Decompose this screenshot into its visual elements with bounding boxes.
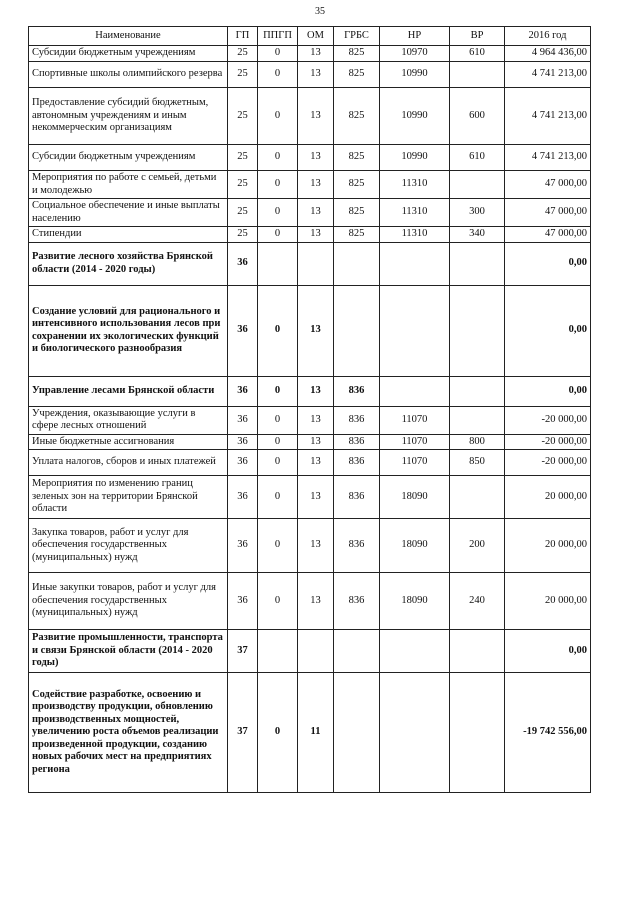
cell-gp: 36: [228, 242, 258, 285]
cell-name: Субсидии бюджетным учреждениям: [29, 145, 228, 171]
cell-vr: [450, 171, 505, 199]
cell-nr: 11070: [380, 450, 450, 476]
table-row: [29, 285, 591, 376]
cell-vr: 200: [450, 519, 505, 573]
cell-vr: 240: [450, 573, 505, 630]
table-row: [29, 434, 591, 450]
cell-ppgp: 0: [258, 88, 298, 145]
table-row: [29, 145, 591, 171]
cell-name: Мероприятия по работе с семьей, детьми и молодежью: [29, 171, 228, 199]
cell-nr: 18090: [380, 519, 450, 573]
cell-amount: 20 000,00: [505, 573, 591, 630]
cell-name: Предоставление субсидий бюджетным, автономным учреждениям и иным некоммерческим организациям: [29, 88, 228, 145]
cell-gp: 37: [228, 630, 258, 673]
cell-ppgp: 0: [258, 434, 298, 450]
table-row: [29, 62, 591, 88]
cell-vr: [450, 62, 505, 88]
cell-vr: [450, 285, 505, 376]
cell-om: 13: [298, 476, 334, 519]
cell-grbs: 836: [334, 434, 380, 450]
cell-ppgp: 0: [258, 46, 298, 62]
cell-grbs: 836: [334, 406, 380, 434]
cell-grbs: [334, 285, 380, 376]
cell-om: [298, 630, 334, 673]
cell-name: Субсидии бюджетным учреждениям: [29, 46, 228, 62]
cell-vr: [450, 673, 505, 793]
cell-gp: 36: [228, 519, 258, 573]
cell-om: 13: [298, 450, 334, 476]
cell-name: Мероприятия по изменению границ зеленых зон на территории Брянской области: [29, 476, 228, 519]
header-ppgp: ППГП: [258, 27, 298, 46]
cell-nr: 10990: [380, 145, 450, 171]
table-row: [29, 519, 591, 573]
cell-amount: 47 000,00: [505, 171, 591, 199]
cell-vr: [450, 406, 505, 434]
cell-amount: 4 741 213,00: [505, 145, 591, 171]
cell-om: 11: [298, 673, 334, 793]
table-row: [29, 199, 591, 227]
cell-ppgp: [258, 630, 298, 673]
cell-amount: -19 742 556,00: [505, 673, 591, 793]
cell-gp: 36: [228, 434, 258, 450]
cell-om: 13: [298, 88, 334, 145]
cell-nr: 11070: [380, 406, 450, 434]
cell-om: 13: [298, 46, 334, 62]
cell-om: 13: [298, 573, 334, 630]
cell-om: 13: [298, 434, 334, 450]
cell-om: 13: [298, 285, 334, 376]
cell-ppgp: [258, 242, 298, 285]
cell-amount: 47 000,00: [505, 199, 591, 227]
cell-grbs: [334, 630, 380, 673]
cell-amount: 47 000,00: [505, 227, 591, 243]
header-nr: НР: [380, 27, 450, 46]
cell-nr: [380, 242, 450, 285]
cell-name: Стипендии: [29, 227, 228, 243]
cell-name: Иные закупки товаров, работ и услуг для обеспечения государственных (муниципальных) нужд: [29, 573, 228, 630]
cell-vr: 610: [450, 145, 505, 171]
cell-vr: [450, 476, 505, 519]
cell-ppgp: 0: [258, 62, 298, 88]
cell-ppgp: 0: [258, 227, 298, 243]
cell-gp: 25: [228, 227, 258, 243]
cell-nr: [380, 376, 450, 406]
cell-amount: 4 741 213,00: [505, 88, 591, 145]
cell-name: Развитие лесного хозяйства Брянской области (2014 - 2020 годы): [29, 242, 228, 285]
table-row: [29, 406, 591, 434]
cell-vr: 800: [450, 434, 505, 450]
cell-grbs: 836: [334, 376, 380, 406]
cell-vr: 340: [450, 227, 505, 243]
cell-gp: 25: [228, 62, 258, 88]
table-row: [29, 476, 591, 519]
cell-om: 13: [298, 62, 334, 88]
cell-grbs: 825: [334, 199, 380, 227]
cell-om: 13: [298, 199, 334, 227]
table-row: [29, 573, 591, 630]
cell-gp: 37: [228, 673, 258, 793]
cell-gp: 25: [228, 199, 258, 227]
cell-name: Социальное обеспечение и иные выплаты населению: [29, 199, 228, 227]
cell-grbs: [334, 242, 380, 285]
cell-amount: 4 741 213,00: [505, 62, 591, 88]
cell-grbs: 825: [334, 171, 380, 199]
cell-om: 13: [298, 145, 334, 171]
cell-gp: 36: [228, 476, 258, 519]
cell-grbs: 825: [334, 145, 380, 171]
cell-name: Иные бюджетные ассигнования: [29, 434, 228, 450]
cell-gp: 25: [228, 145, 258, 171]
cell-nr: 11310: [380, 199, 450, 227]
cell-nr: 11310: [380, 227, 450, 243]
cell-gp: 36: [228, 450, 258, 476]
cell-nr: [380, 285, 450, 376]
cell-amount: 4 964 436,00: [505, 46, 591, 62]
cell-gp: 36: [228, 376, 258, 406]
cell-amount: 20 000,00: [505, 519, 591, 573]
cell-nr: 11310: [380, 171, 450, 199]
cell-om: 13: [298, 519, 334, 573]
cell-om: 13: [298, 227, 334, 243]
cell-vr: 610: [450, 46, 505, 62]
cell-om: [298, 242, 334, 285]
table-row: [29, 88, 591, 145]
cell-nr: 10970: [380, 46, 450, 62]
cell-amount: 0,00: [505, 285, 591, 376]
cell-name: Развитие промышленности, транспорта и связи Брянской области (2014 - 2020 годы): [29, 630, 228, 673]
cell-vr: 300: [450, 199, 505, 227]
cell-nr: 10990: [380, 88, 450, 145]
cell-grbs: 825: [334, 62, 380, 88]
cell-ppgp: 0: [258, 376, 298, 406]
header-year: 2016 год: [505, 27, 591, 46]
cell-ppgp: 0: [258, 573, 298, 630]
cell-name: Учреждения, оказывающие услуги в сфере лесных отношений: [29, 406, 228, 434]
cell-nr: 18090: [380, 476, 450, 519]
page-number: 35: [315, 6, 325, 17]
cell-vr: [450, 376, 505, 406]
cell-gp: 25: [228, 88, 258, 145]
cell-om: 13: [298, 171, 334, 199]
cell-amount: -20 000,00: [505, 434, 591, 450]
header-vr: ВР: [450, 27, 505, 46]
cell-ppgp: 0: [258, 519, 298, 573]
cell-name: Закупка товаров, работ и услуг для обеспечения государственных (муниципальных) нужд: [29, 519, 228, 573]
cell-ppgp: 0: [258, 145, 298, 171]
cell-ppgp: 0: [258, 285, 298, 376]
header-om: ОМ: [298, 27, 334, 46]
cell-ppgp: 0: [258, 476, 298, 519]
cell-nr: 11070: [380, 434, 450, 450]
header-grbs: ГРБС: [334, 27, 380, 46]
table-row: [29, 227, 591, 243]
cell-gp: 36: [228, 406, 258, 434]
cell-grbs: [334, 673, 380, 793]
table-row: [29, 630, 591, 673]
cell-vr: 600: [450, 88, 505, 145]
table-row: [29, 450, 591, 476]
cell-amount: 0,00: [505, 376, 591, 406]
table-row: [29, 673, 591, 793]
cell-nr: 18090: [380, 573, 450, 630]
table-row: [29, 46, 591, 62]
cell-gp: 25: [228, 46, 258, 62]
cell-ppgp: 0: [258, 199, 298, 227]
cell-om: 13: [298, 406, 334, 434]
cell-name: Спортивные школы олимпийского резерва: [29, 62, 228, 88]
header-gp: ГП: [228, 27, 258, 46]
cell-name: Уплата налогов, сборов и иных платежей: [29, 450, 228, 476]
cell-name: Содействие разработке, освоению и производству продукции, обновлению производственных мощностей, увеличению роста объемов реализации произведенной продукции, созданию новых рабочих мест на предприятиях региона: [29, 673, 228, 793]
cell-ppgp: 0: [258, 171, 298, 199]
cell-grbs: 836: [334, 519, 380, 573]
cell-name: Управление лесами Брянской области: [29, 376, 228, 406]
table-header-row: [29, 27, 591, 46]
cell-nr: [380, 630, 450, 673]
cell-grbs: 836: [334, 450, 380, 476]
cell-nr: [380, 673, 450, 793]
budget-table: [28, 26, 591, 793]
cell-gp: 36: [228, 285, 258, 376]
cell-gp: 25: [228, 171, 258, 199]
header-name: Наименование: [29, 27, 228, 46]
cell-ppgp: 0: [258, 673, 298, 793]
cell-vr: 850: [450, 450, 505, 476]
table-row: [29, 171, 591, 199]
cell-gp: 36: [228, 573, 258, 630]
cell-grbs: 836: [334, 476, 380, 519]
cell-vr: [450, 630, 505, 673]
cell-ppgp: 0: [258, 406, 298, 434]
cell-ppgp: 0: [258, 450, 298, 476]
cell-grbs: 825: [334, 227, 380, 243]
cell-grbs: 825: [334, 46, 380, 62]
table-body: [29, 46, 591, 793]
cell-amount: 0,00: [505, 242, 591, 285]
cell-amount: -20 000,00: [505, 450, 591, 476]
cell-grbs: 836: [334, 573, 380, 630]
cell-nr: 10990: [380, 62, 450, 88]
table-row: [29, 376, 591, 406]
cell-amount: -20 000,00: [505, 406, 591, 434]
cell-name: Создание условий для рационального и интенсивного использования лесов при сохранении их экологических функций и биологического разнообразия: [29, 285, 228, 376]
cell-amount: 20 000,00: [505, 476, 591, 519]
cell-amount: 0,00: [505, 630, 591, 673]
table-row: [29, 242, 591, 285]
cell-grbs: 825: [334, 88, 380, 145]
cell-vr: [450, 242, 505, 285]
cell-om: 13: [298, 376, 334, 406]
